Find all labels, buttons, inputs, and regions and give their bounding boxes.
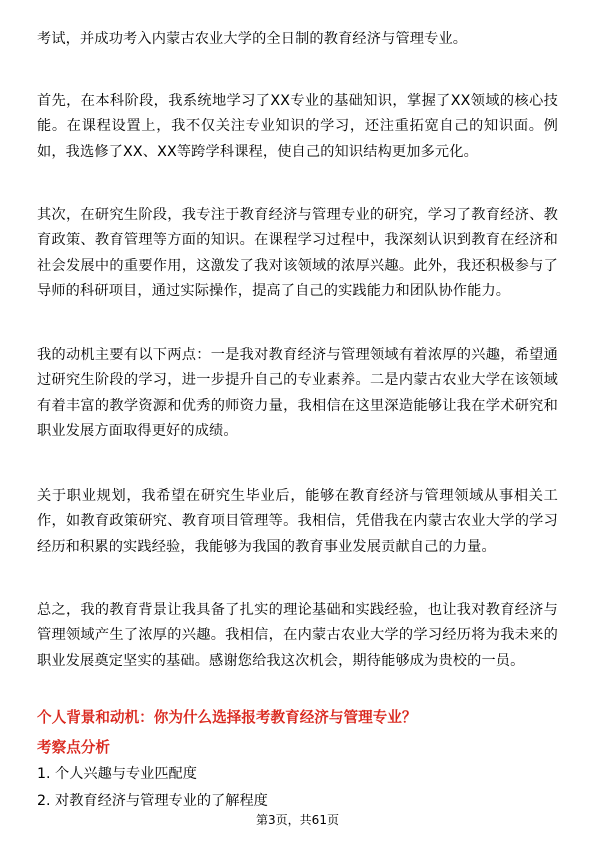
paragraph-career-plan: 关于职业规划，我希望在研究生毕业后，能够在教育经济与管理领域从事相关工作，如教育政策研究、教育项目管理等。我相信，凭借我在内蒙古农业大学的学习经历和积累的实践经验，我能够为我国的教育事业发展贡献自己的力量。 <box>37 488 558 555</box>
paragraph-conclusion: 总之，我的教育背景让我具备了扎实的理论基础和实践经验，也让我对教育经济与管理领域产生了浓厚的兴趣。我相信，在内蒙古农业大学的学习经历将为我未来的职业发展奠定坚实的基础。感谢您给我这次机会，期待能够成为贵校的一员。 <box>37 602 558 669</box>
analysis-point-1: 1. 个人兴趣与专业匹配度 <box>37 766 197 782</box>
paragraph-graduate-study: 其次，在研究生阶段，我专注于教育经济与管理专业的研究，学习了教育经济、教育政策、教育管理等方面的知识。在课程学习过程中，我深刻认识到教育在经济和社会发展中的重要作用，这激发了我对该领域的浓厚兴趣。此外，我还积极参与了导师的科研项目，通过实际操作，提高了自己的实践能力和团队协作能力。 <box>37 207 558 299</box>
question-title: 个人背景和动机：你为什么选择报考教育经济与管理专业？ <box>37 709 417 726</box>
paragraph-motivation: 我的动机主要有以下两点：一是我对教育经济与管理领域有着浓厚的兴趣，希望通过研究生阶段的学习，进一步提升自己的专业素养。二是内蒙古农业大学在该领域有着丰富的教学资源和优秀的师资力量，我相信在这里深造能够让我在学术研究和职业发展方面取得更好的成绩。 <box>37 347 558 439</box>
analysis-point-2: 2. 对教育经济与管理专业的了解程度 <box>37 793 268 809</box>
paragraph-undergraduate: 首先，在本科阶段，我系统地学习了XX专业的基础知识，掌握了XX领域的核心技能。在课程设置上，我不仅关注专业知识的学习，还注重拓宽自己的知识面。例如，我选修了XX、XX等跨学科课程，使自己的知识结构更加多元化。 <box>37 93 558 160</box>
paragraph-intro-continuation: 考试，并成功考入内蒙古农业大学的全日制的教育经济与管理专业。 <box>37 31 468 47</box>
page-number-footer: 第3页，共61页 <box>256 813 339 827</box>
analysis-label: 考察点分析 <box>37 739 110 756</box>
